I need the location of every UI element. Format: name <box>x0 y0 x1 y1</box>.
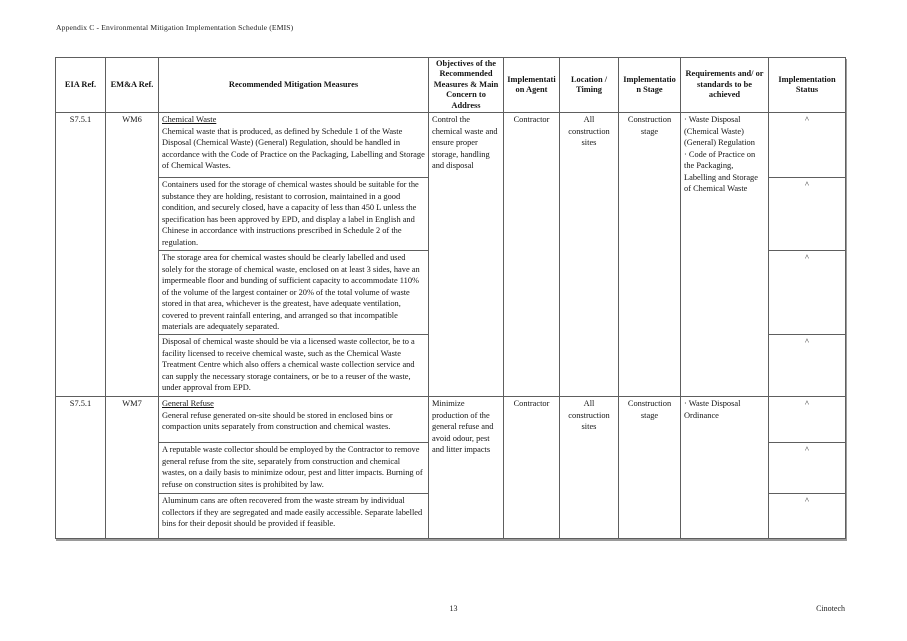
column-header-measures: Recommended Mitigation Measures <box>159 58 429 113</box>
header-row <box>56 58 846 113</box>
requirement-item: · Waste Disposal Ordinance <box>684 399 741 420</box>
company-name: Cinotech <box>816 604 845 613</box>
agent-cell: Contractor <box>504 113 560 397</box>
column-header-agent: Implementation Agent <box>504 58 560 113</box>
measure-text: Containers used for the storage of chemical wastes should be suitable for the substance they are holding, resistant to corrosion, maintained in a good condition, and securely closed, have a capacity of less than 450 L unless the specification has been approved by EPD, and display a label in English and Chinese in accordance with instructions prescribed in Schedule 2 of the regulation. <box>162 180 419 247</box>
measure-text: Disposal of chemical waste should be via a licensed waste collector, be to a facility licensed to receive chemical waste, such as the Chemical Waste Treatment Centre which also offers a chemical waste collection service and can supply the necessary storage containers, or be to a reuser of the waste, under approval from EPD. <box>162 337 415 393</box>
status-cell: ^ <box>769 335 846 397</box>
table-row <box>56 113 846 178</box>
column-header-eia-ref: EIA Ref. <box>56 58 106 113</box>
status-cell: ^ <box>769 443 846 494</box>
measure-cell <box>159 397 429 443</box>
column-header-location: Location / Timing <box>560 58 619 113</box>
measure-cell <box>159 443 429 494</box>
status-cell: ^ <box>769 397 846 443</box>
column-header-stage: Implementation Stage <box>619 58 681 113</box>
agent-cell: Contractor <box>504 397 560 539</box>
column-header-status: Implementation Status <box>769 58 846 113</box>
ema-ref-cell: WM6 <box>106 113 159 397</box>
objectives-cell: Minimize production of the general refuse and avoid odour, pest and litter impacts <box>429 397 504 539</box>
measure-heading: Chemical Waste <box>162 115 217 125</box>
page-number: 13 <box>449 604 458 613</box>
measure-cell <box>159 178 429 251</box>
eia-ref-cell: S7.5.1 <box>56 397 106 539</box>
measure-text: General refuse generated on-site should be stored in enclosed bins or compaction units separately from construction and chemical wastes. <box>162 410 393 432</box>
eia-ref-cell: S7.5.1 <box>56 113 106 397</box>
location-cell: All construction sites <box>560 113 619 397</box>
location-cell: All construction sites <box>560 397 619 539</box>
measure-cell <box>159 113 429 178</box>
stage-cell: Construction stage <box>619 397 681 539</box>
requirements-cell <box>681 397 769 539</box>
column-header-requirements: Requirements and/ or standards to be achieved <box>681 58 769 113</box>
column-header-ema-ref: EM&A Ref. <box>106 58 159 113</box>
emis-table <box>55 57 846 539</box>
table-row <box>56 397 846 443</box>
status-cell: ^ <box>769 178 846 251</box>
status-cell: ^ <box>769 494 846 539</box>
measure-text: The storage area for chemical wastes should be clearly labelled and used solely for the storage of chemical waste, enclosed on at least 3 sides, have an impermeable floor and bunding of sufficient capacity to accommodate 110% of the volume of the largest container or 20% of the total volume of waste stored in that area, whichever is the greatest, have adequate ventilation, covered to prevent rainfall entering, and arranged so that incompatible materials are adequately separated. <box>162 253 420 332</box>
ema-ref-cell: WM7 <box>106 397 159 539</box>
requirement-item: · Waste Disposal (Chemical Waste) (General) Regulation <box>684 115 755 148</box>
status-cell: ^ <box>769 113 846 178</box>
requirements-cell <box>681 113 769 397</box>
measure-cell <box>159 335 429 397</box>
requirement-item: · Code of Practice on the Packaging, Labelling and Storage of Chemical Waste <box>684 149 758 194</box>
measure-cell <box>159 251 429 335</box>
measure-text: Chemical waste that is produced, as defined by Schedule 1 of the Waste Disposal (Chemical Waste) (General) Regulation, should be handled in accordance with the Code of Practice on the Packaging, Labelling and Storage of Chemical Wastes. <box>162 126 425 171</box>
measure-heading: General Refuse <box>162 399 214 409</box>
status-cell: ^ <box>769 251 846 335</box>
measure-cell <box>159 494 429 539</box>
measure-text: A reputable waste collector should be employed by the Contractor to remove general refuse from the site, separately from construction and chemical wastes, on a daily basis to minimize odour, pest and litter impacts. Burning of refuse on construction sites is prohibited by law. <box>162 445 423 489</box>
measure-text: Aluminum cans are often recovered from the waste stream by individual collectors if they are segregated and made easily accessible. Separate labelled bins for their deposit should be provided if feasible. <box>162 496 423 529</box>
objectives-cell: Control the chemical waste and ensure proper storage, handling and disposal <box>429 113 504 397</box>
stage-cell: Construction stage <box>619 113 681 397</box>
column-header-objectives: Objectives of the Recommended Measures & Main Concern to Address <box>429 58 504 113</box>
document-title: Appendix C - Environmental Mitigation Implementation Schedule (EMIS) <box>56 23 294 32</box>
